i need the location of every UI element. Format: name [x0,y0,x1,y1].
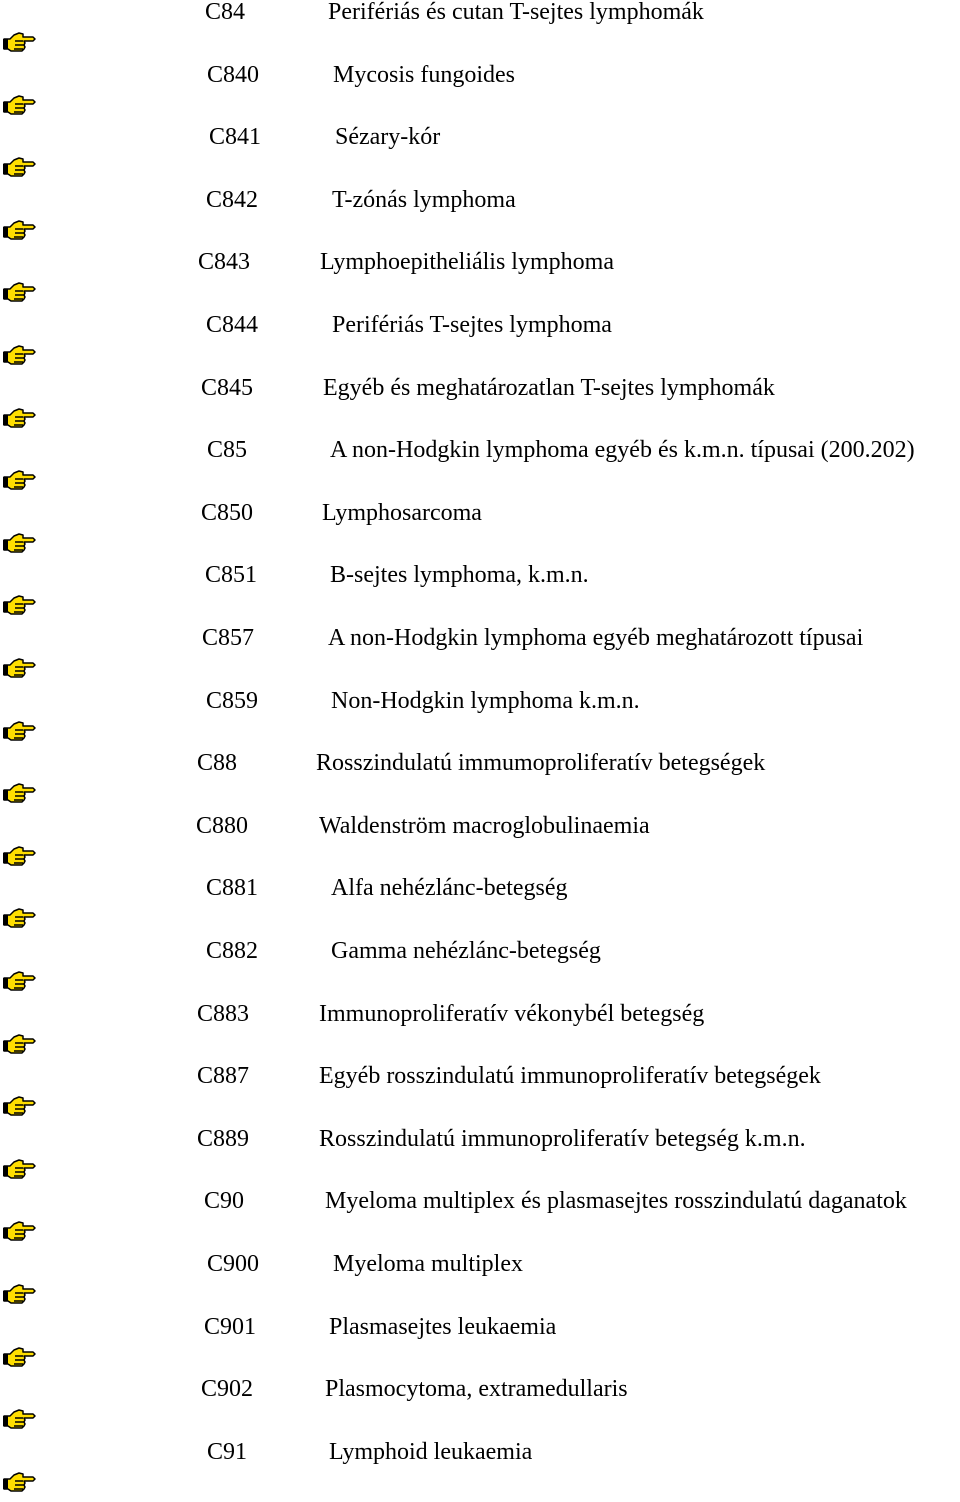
diagnosis-code: C841 [209,124,262,151]
pointing-hand-icon [2,719,36,743]
list-item [0,814,960,877]
list-item [0,1377,960,1440]
pointing-hand-icon [2,1219,36,1243]
list-item [0,939,960,1002]
list-item [0,188,960,251]
pointing-hand-icon [2,593,36,617]
diagnosis-description: Lymphoid leukaemia [329,1438,533,1465]
diagnosis-description: Gamma nehézlánc-betegség [331,938,601,964]
diagnosis-description: Lymphoepitheliális lymphoma [320,249,614,276]
list-item [0,1440,960,1502]
list-item [0,1002,960,1065]
diagnosis-code: C883 [197,1000,250,1027]
diagnosis-code: C91 [207,1438,248,1465]
pointing-hand-icon [2,844,36,868]
diagnosis-description: B-sejtes lymphoma, k.m.n. [330,562,589,589]
diagnosis-description: Alfa nehézlánc-betegség [331,875,568,902]
pointing-hand-icon [2,1282,36,1306]
diagnosis-code: C90 [204,1188,245,1215]
pointing-hand-icon [2,406,36,430]
diagnosis-code: C901 [204,1313,257,1340]
diagnosis-description: Non-Hodgkin lymphoma k.m.n. [331,687,640,714]
list-item [0,1127,960,1190]
diagnosis-code: C859 [206,687,259,714]
diagnosis-code: C850 [201,499,254,526]
list-item [0,876,960,939]
diagnosis-code: C84 [205,0,246,25]
diagnosis-code: C845 [201,374,254,401]
pointing-hand-icon [2,1407,36,1431]
pointing-hand-icon [2,155,36,179]
diagnosis-code: C900 [207,1251,260,1277]
diagnosis-description: Plasmasejtes leukaemia [329,1313,557,1340]
list-item [0,250,960,313]
pointing-hand-icon [2,781,36,805]
pointing-hand-icon [2,468,36,492]
pointing-hand-icon [2,30,36,54]
diagnosis-code: C843 [198,249,251,276]
diagnosis-code: C88 [197,750,238,777]
diagnosis-description: Sézary-kór [335,124,441,151]
pointing-hand-icon [2,1094,36,1118]
list-item [0,1064,960,1127]
diagnosis-description: A non-Hodgkin lymphoma egyéb meghatározott típusai [328,625,864,651]
diagnosis-description: Myeloma multiplex és plasmasejtes rosszindulatú daganatok [325,1188,907,1215]
list-item [0,563,960,626]
pointing-hand-icon [2,1470,36,1494]
diagnosis-description: Mycosis fungoides [333,61,515,88]
diagnosis-code: C881 [206,875,259,902]
diagnosis-code: C889 [197,1125,250,1152]
diagnosis-code: C840 [207,61,260,88]
diagnosis-description: Egyéb rosszindulatú immunoproliferatív betegségek [319,1063,821,1090]
diagnosis-code: C85 [207,437,248,464]
diagnosis-description: Perifériás és cutan T-sejtes lymphomák [328,0,704,25]
diagnosis-code: C851 [205,562,258,589]
diagnosis-code: C857 [202,625,255,651]
diagnosis-description: A non-Hodgkin lymphoma egyéb és k.m.n. típusai (200.202) [330,437,915,464]
list-item [0,751,960,814]
diagnosis-description: Perifériás T-sejtes lymphoma [332,312,612,338]
list-item [0,1252,960,1315]
diagnosis-description: Waldenström macroglobulinaemia [319,812,650,839]
list-item [0,0,960,63]
list-item [0,125,960,188]
diagnosis-code: C844 [206,312,259,338]
pointing-hand-icon [2,343,36,367]
list-item [0,1315,960,1378]
list-item [0,626,960,689]
diagnosis-description: Rosszindulatú immumoproliferatív betegségek [316,750,766,777]
diagnosis-description: Lymphosarcoma [322,499,482,526]
diagnosis-code: C887 [197,1063,250,1090]
pointing-hand-icon [2,93,36,117]
diagnosis-description: Rosszindulatú immunoproliferatív betegség k.m.n. [319,1125,806,1152]
list-item [0,63,960,126]
pointing-hand-icon [2,906,36,930]
diagnosis-description: Immunoproliferatív vékonybél betegség [319,1000,705,1027]
pointing-hand-icon [2,656,36,680]
list-item [0,689,960,752]
diagnosis-description: Egyéb és meghatározatlan T-sejtes lymphomák [323,374,775,401]
list-item [0,438,960,501]
pointing-hand-icon [2,531,36,555]
pointing-hand-icon [2,1157,36,1181]
pointing-hand-icon [2,969,36,993]
diagnosis-code: C842 [206,186,259,213]
diagnosis-description: Myeloma multiplex [333,1251,523,1277]
diagnosis-code: C902 [201,1376,254,1403]
list-item [0,313,960,376]
diagnosis-description: T-zónás lymphoma [332,186,516,213]
diagnosis-description: Plasmocytoma, extramedullaris [325,1376,628,1403]
list-item [0,1189,960,1252]
pointing-hand-icon [2,218,36,242]
diagnosis-code: C880 [196,812,249,839]
pointing-hand-icon [2,280,36,304]
list-item [0,501,960,564]
diagnosis-code: C882 [206,938,259,964]
pointing-hand-icon [2,1345,36,1369]
pointing-hand-icon [2,1032,36,1056]
list-item [0,376,960,439]
